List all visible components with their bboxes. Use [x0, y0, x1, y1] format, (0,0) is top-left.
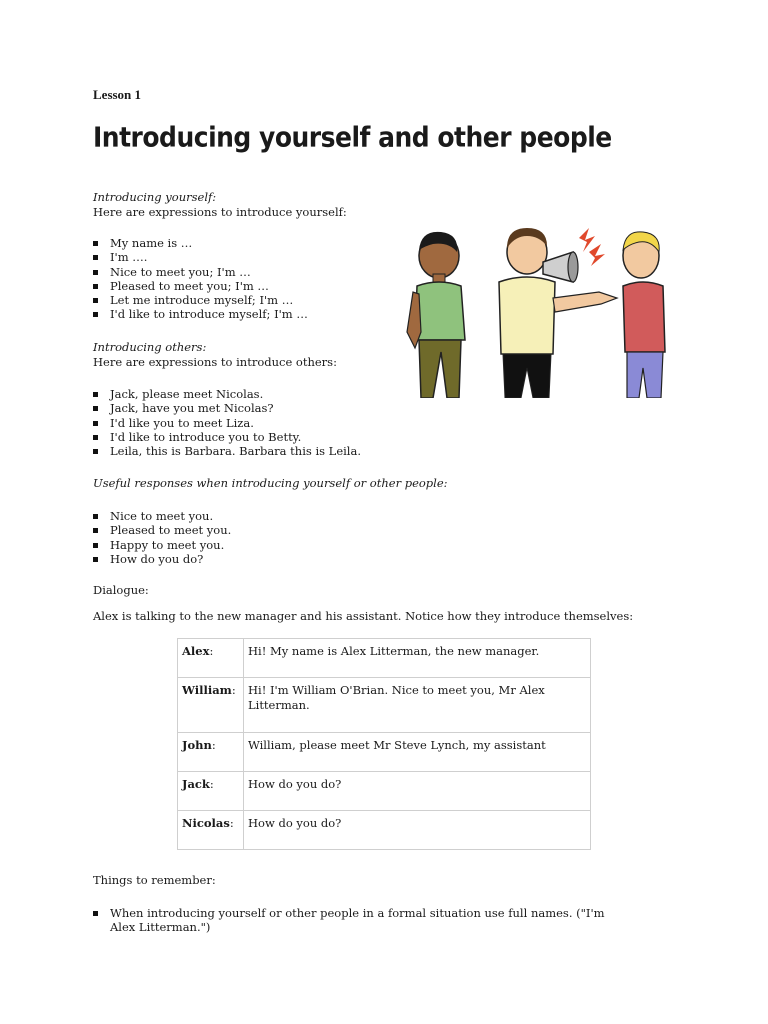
list-item: When introducing yourself or other people in a formal situation use full names. ("I'm Alex Litterman.")	[93, 906, 605, 935]
section1-heading: Introducing yourself:	[93, 190, 217, 204]
section2-heading: Introducing others:	[93, 340, 207, 354]
table-row: Nicolas: How do you do?	[178, 811, 591, 850]
list-item: Nice to meet you.	[93, 509, 231, 523]
dialogue-line: How do you do?	[244, 811, 591, 850]
lesson-label: Lesson 1	[93, 87, 142, 102]
section1-list	[93, 236, 308, 322]
dialogue-table	[177, 638, 591, 850]
dialogue-line: How do you do?	[244, 772, 591, 811]
dialogue-line: Hi! My name is Alex Litterman, the new manager.	[244, 639, 591, 678]
section2-list	[93, 387, 361, 458]
table-row: Alex: Hi! My name is Alex Litterman, the new manager.	[178, 639, 591, 678]
section3-list	[93, 509, 231, 566]
list-item: How do you do?	[93, 552, 231, 566]
list-item: Happy to meet you.	[93, 538, 231, 552]
speaker-name: Jack	[182, 777, 210, 791]
table-row: John: William, please meet Mr Steve Lynch, my assistant	[178, 733, 591, 772]
list-item: Let me introduce myself; I'm …	[93, 293, 308, 307]
table-row: Jack: How do you do?	[178, 772, 591, 811]
section3-heading: Useful responses when introducing yourself or other people:	[93, 476, 448, 490]
list-item: Nice to meet you; I'm …	[93, 265, 308, 279]
right-man-figure	[623, 232, 665, 398]
list-item: Leila, this is Barbara. Barbara this is Leila.	[93, 444, 361, 458]
list-item: Jack, please meet Nicolas.	[93, 387, 361, 401]
list-item: Pleased to meet you.	[93, 523, 231, 537]
speaker-name: Alex	[182, 644, 210, 658]
dialogue-line: Hi! I'm William O'Brian. Nice to meet you, Mr Alex Litterman.	[244, 678, 591, 733]
list-item: My name is …	[93, 236, 308, 250]
speaker-name: John	[182, 738, 212, 752]
speaker-name: Nicolas	[182, 816, 230, 830]
list-item: Jack, have you met Nicolas?	[93, 401, 361, 415]
list-item: I'm ….	[93, 250, 308, 264]
list-item: I'd like you to meet Liza.	[93, 416, 361, 430]
remember-label: Things to remember:	[93, 873, 216, 887]
section2-intro: Here are expressions to introduce others:	[93, 355, 337, 369]
three-people-introduction-illustration	[403, 222, 675, 398]
remember-list	[93, 906, 605, 935]
table-row: William: Hi! I'm William O'Brian. Nice to meet you, Mr Alex Litterman.	[178, 678, 591, 733]
speaker-name: William	[182, 683, 232, 697]
dialogue-label: Dialogue:	[93, 583, 149, 597]
list-item: I'd like to introduce you to Betty.	[93, 430, 361, 444]
list-item: Pleased to meet you; I'm …	[93, 279, 308, 293]
dialogue-line: William, please meet Mr Steve Lynch, my assistant	[244, 733, 591, 772]
section1-intro: Here are expressions to introduce yourself:	[93, 205, 347, 219]
list-item: I'd like to introduce myself; I'm …	[93, 307, 308, 321]
dialogue-intro: Alex is talking to the new manager and his assistant. Notice how they introduce themselves:	[93, 609, 634, 623]
page-title: Introducing yourself and other people	[93, 121, 612, 153]
